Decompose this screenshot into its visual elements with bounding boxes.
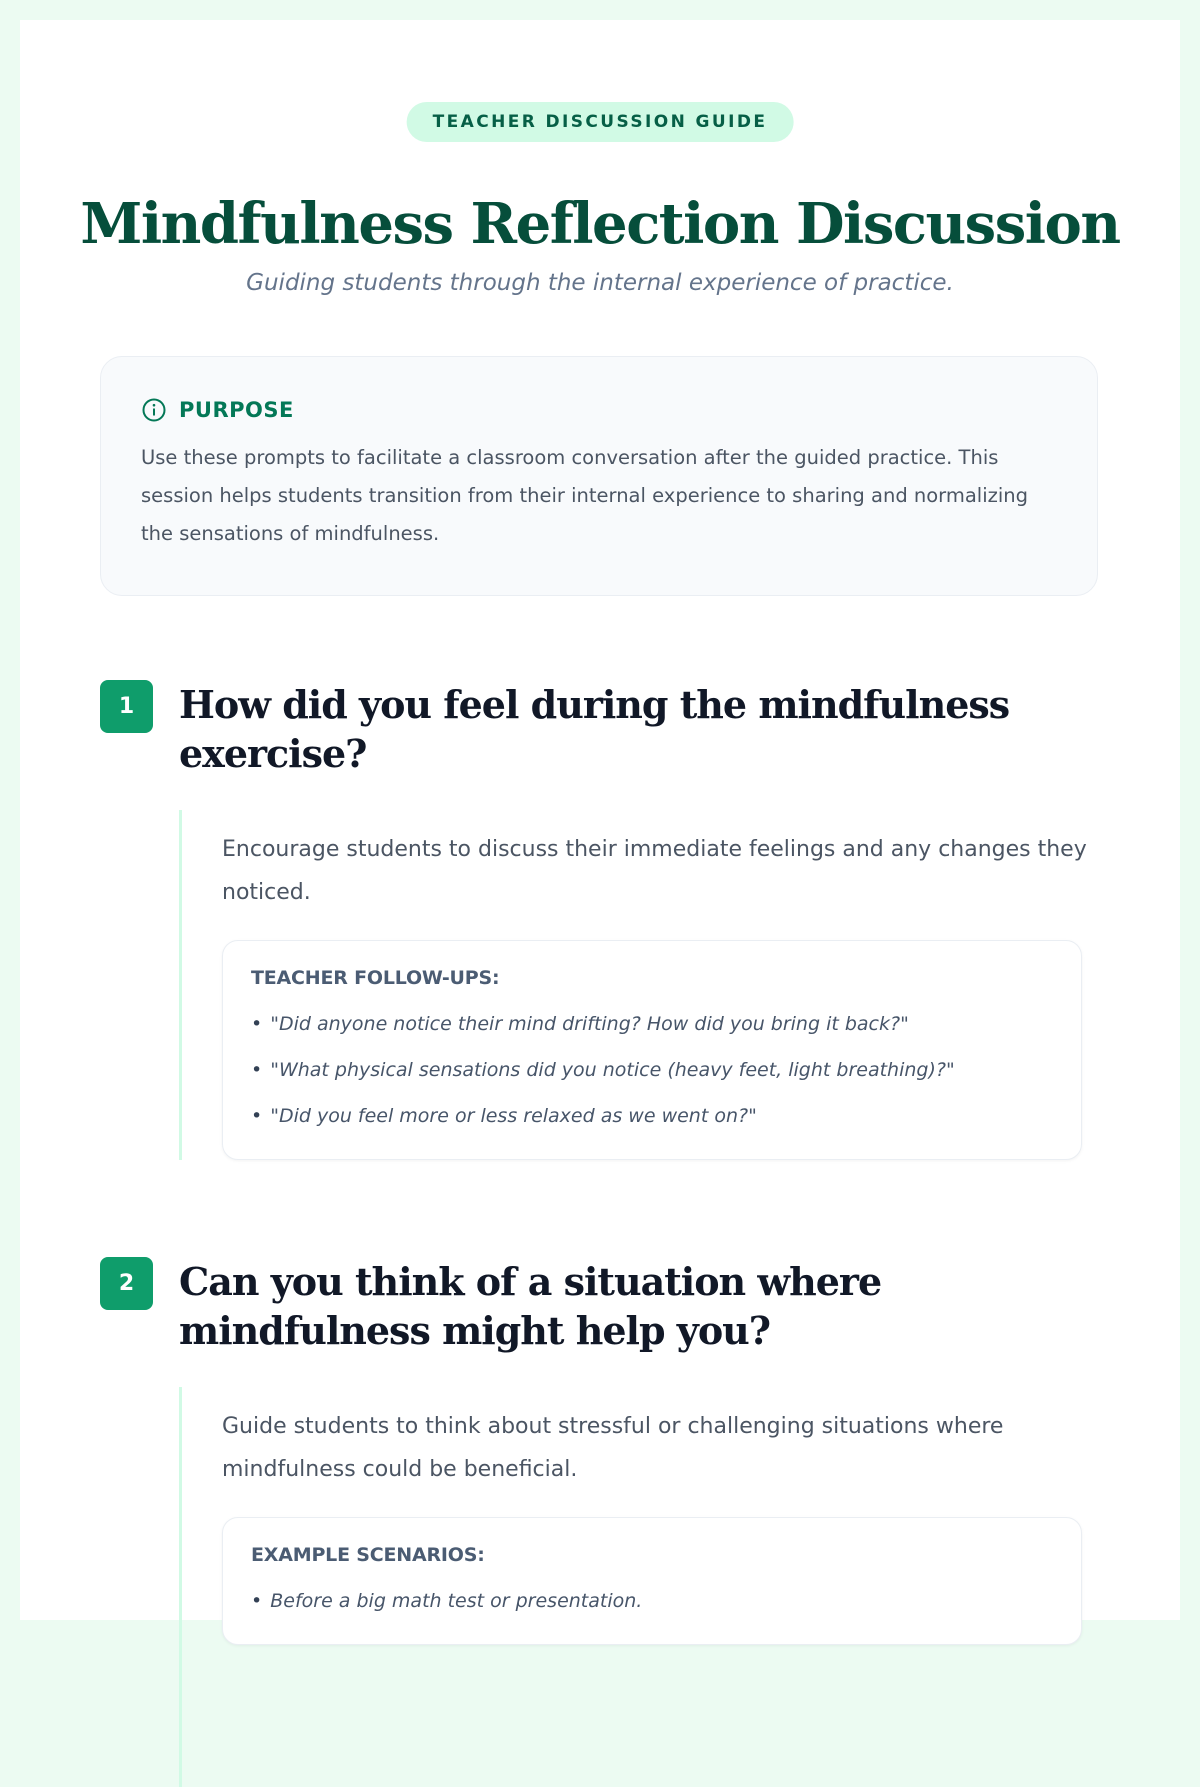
teacher-followups-card — [222, 940, 1082, 1160]
question-body — [179, 1387, 1099, 1787]
guide-type-badge: TEACHER DISCUSSION GUIDE — [407, 102, 794, 142]
purpose-text: Use these prompts to facilitate a classroom conversation after the guided practice. This session helps students transition from their internal experience to sharing and normalizing the sensations of mindfulness. — [141, 446, 1029, 545]
question-title: How did you feel during the mindfulness exercise? — [179, 682, 1010, 776]
question-description: Guide students to think about stressful or challenging situations where mindfulness could be beneficial. — [222, 1414, 1004, 1482]
purpose-panel — [100, 356, 1098, 596]
question-title: Can you think of a situation where mindfulness might help you? — [179, 1259, 882, 1353]
followup-text: "What physical sensations did you notice (heavy feet, light breathing)?" — [270, 1059, 955, 1081]
question-description: Encourage students to discuss their immediate feelings and any changes they noticed. — [222, 837, 1087, 905]
purpose-heading: PURPOSE — [179, 398, 294, 422]
question-body — [179, 810, 1099, 1160]
followup-text: "Did you feel more or less relaxed as we went on?" — [270, 1105, 757, 1127]
bullet-icon: • — [251, 1105, 263, 1127]
followup-item — [251, 1047, 1053, 1093]
scenarios-heading: EXAMPLE SCENARIOS: — [251, 1544, 485, 1566]
example-scenarios-card — [222, 1517, 1082, 1645]
guide-page — [20, 20, 1180, 1620]
scenario-item — [251, 1578, 1053, 1624]
question-number-badge: 1 — [100, 680, 153, 733]
bullet-icon: • — [251, 1013, 263, 1035]
bullet-icon: • — [251, 1590, 263, 1612]
purpose-heading-row — [141, 397, 1057, 423]
question-number-badge: 2 — [100, 1257, 153, 1310]
info-circle-icon — [141, 397, 167, 423]
scenario-text: Before a big math test or presentation. — [270, 1590, 643, 1612]
bullet-icon: • — [251, 1059, 263, 1081]
page-title: Mindfulness Reflection Discussion — [80, 191, 1120, 257]
followup-item — [251, 1093, 1053, 1139]
followup-text: "Did anyone notice their mind drifting? How did you bring it back?" — [270, 1013, 909, 1035]
followups-heading: TEACHER FOLLOW-UPS: — [251, 967, 500, 989]
page-subtitle: Guiding students through the internal experience of practice. — [246, 270, 954, 296]
followup-item — [251, 1001, 1053, 1047]
